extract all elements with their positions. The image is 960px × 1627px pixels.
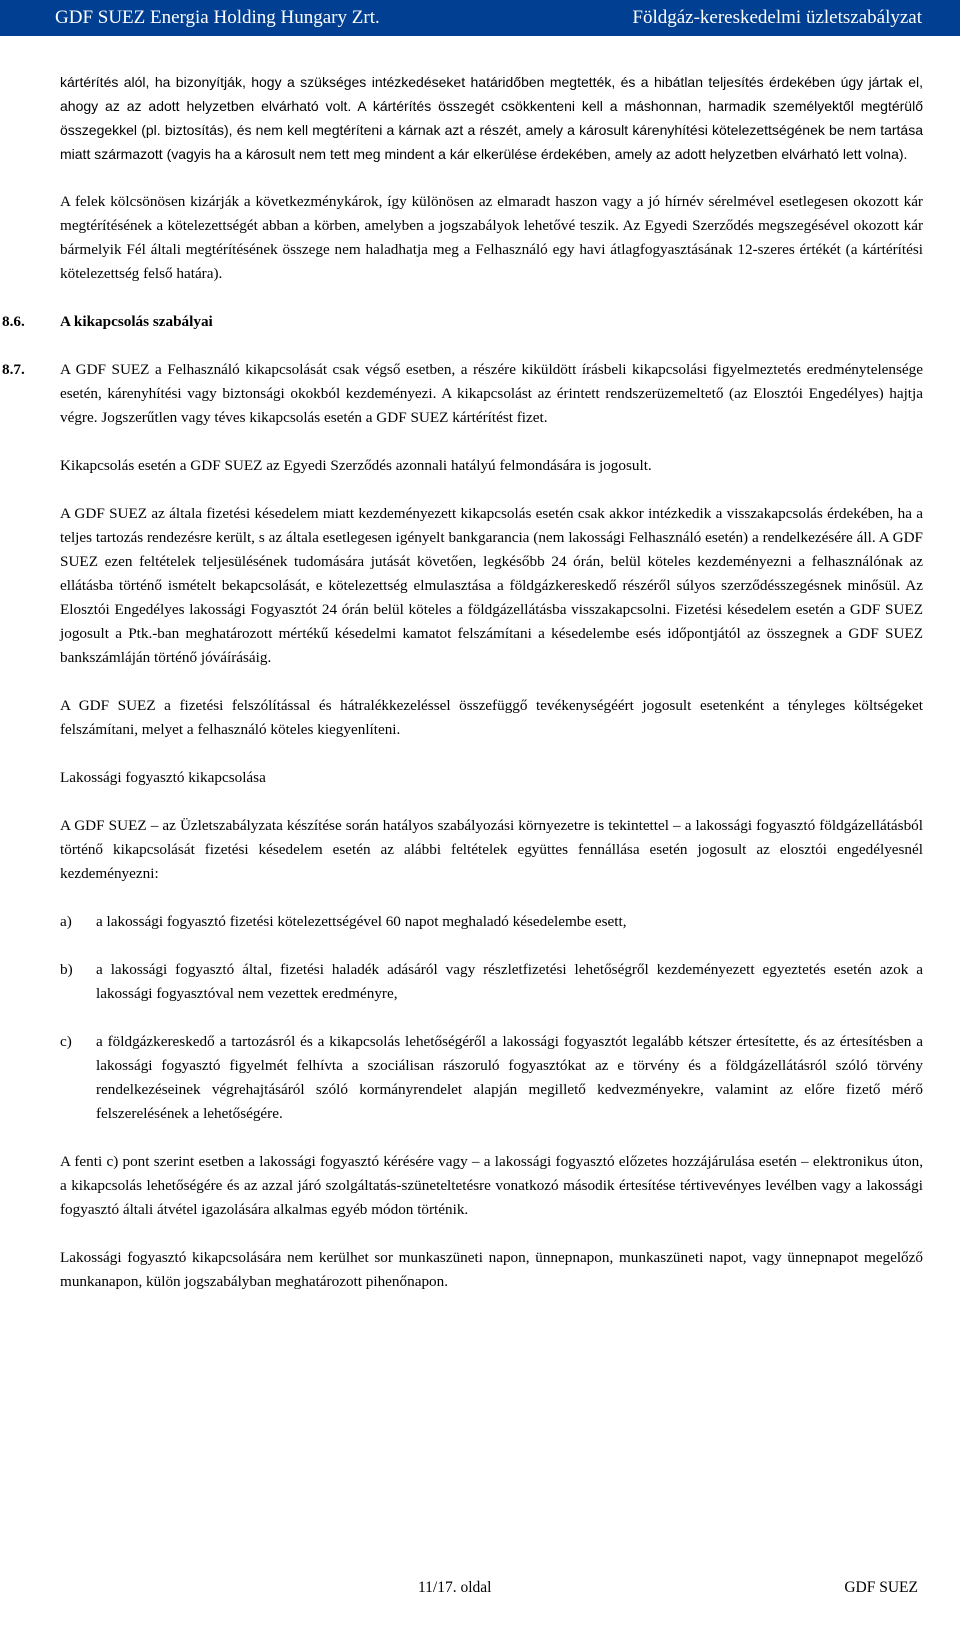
list-item-text: a lakossági fogyasztó által, fizetési haladék adásáról vagy részletfizetési lehetőségről kezdeményezett egyeztetés esetén azok a lakossági fogyasztóval nem vezettek eredményre, [96,961,923,1002]
document-body [2,70,923,1318]
list-marker: b) [60,961,73,978]
section-8-6 [2,310,923,334]
page-number: 11/17. oldal [418,1579,492,1596]
paragraph-reconnection: A GDF SUEZ az általa fizetési késedelem miatt kezdeményezett kikapcsolás esetén csak akkor intézkedik a visszakapcsolás érdekében, ha a teljes tartozás rendezésre került, s az általa esetlegesen igényelt bankgarancia (nem lakossági Felhasználó esetén) a rendelkezésére áll. A GDF SUEZ ezen feltételek teljesülésének tudomására jutását követően, legkésőbb 24 órán, belül köteles kezdeményezni a felhasználónak az ellátásba történő ismételt bekapcsolását, e kötelezettség elmulasztása a földgázkereskedő részéről súlyos szerződésszegésnek minősül. Az Elosztói Engedélyes lakossági Fogyasztót 24 órán belül köteles a földgázellátásba visszakapcsolni. Fizetési késedelem esetén a GDF SUEZ jogosult a Ptk.-ban meghatározott mértékű késedelmi kamatot felszámítani a késedelembe esés időpontjától az összegnek a GDF SUEZ bankszámláján történő jóváírásáig. [60,505,923,666]
paragraph-residential-conditions: A GDF SUEZ – az Üzletszabályzata készítése során hatályos szabályozási környezetre is tekintettel – a lakossági fogyasztó földgázellátásból történő kikapcsolását fizetési késedelem esetén az alábbi feltételek együttes fennállása esetén jogosult az elosztói engedélyesnél kezdeményezni: [60,817,923,882]
list-item [60,958,923,1006]
section-number: 8.6. [2,313,25,330]
list-item-text: a földgázkereskedő a tartozásról és a kikapcsolás lehetőségéről a lakossági fogyasztót legalább kétszer értesítette, és az értesítésben a lakossági fogyasztó figyelmét felhívta a szociálisan rászoruló fogyasztókat az e törvény és a földgázellátásról szóló törvény rendelkezéseinek végrehajtásáról szóló kormányrendelet alapján megillető kedvezményekre, valamint az előre fizető mérő felszerelésének a lehetőségére. [96,1033,923,1122]
footer-brand: GDF SUEZ [844,1579,918,1596]
list-marker: a) [60,913,72,930]
paragraph-consequential-damages: A felek kölcsönösen kizárják a következménykárok, így különösen az elmaradt haszon vagy a jó hírnév sérelmével esetlegesen okozott kár megtérítésének a kötelezettségét abban a körben, amelyben a jogszabályok lehetővé teszik. Az Egyedi Szerződés megszegésével okozott kár bármelyik Fél általi megtérítésének összege nem haladhatja meg a Felhasználó egy havi átlagfogyasztásának 12-szeres értékét (a kártérítési kötelezettség felső határa). [60,193,923,282]
section-number: 8.7. [2,361,25,378]
page-header [0,0,960,36]
list-item-text: a lakossági fogyasztó fizetési kötelezettségével 60 napot meghaladó késedelembe esett, [96,913,627,930]
list-item [60,1030,923,1126]
list-marker: c) [60,1033,72,1050]
paragraph-second-notice: A fenti c) pont szerint esetben a lakossági fogyasztó kérésére vagy – a lakossági fogyasztó előzetes hozzájárulása esetén – elektronikus úton, a kikapcsolás lehetőségére és az azzal járó szolgáltatás-szüneteltetésre vonatkozó második értesítése tértivevényes levélben vagy a lakossági fogyasztó általi átvétel igazolására alkalmas egyéb módon történik. [60,1153,923,1218]
list-item [60,910,923,934]
paragraph-termination-right: Kikapcsolás esetén a GDF SUEZ az Egyedi Szerződés azonnali hatályú felmondására is jogosult. [60,457,652,474]
section-8-7 [2,358,923,430]
header-document-title: Földgáz-kereskedelmi üzletszabályzat [632,7,922,28]
section-text: A GDF SUEZ a Felhasználó kikapcsolását csak végső esetben, a részére kiküldött írásbeli kikapcsolási figyelmeztetés eredménytelensége esetén, kárenyhítési vagy biztonsági okokból kezdeményezi. A kikapcsolást az érintett rendszerüzemeltető (az Elosztói Engedélyes) hajtja végre. Jogszerűtlen vagy téves kikapcsolás esetén a GDF SUEZ kártérítést fizet. [60,361,923,426]
paragraph-damages-exemption: kártérítés alól, ha bizonyítják, hogy a szükséges intézkedéseket határidőben megtették, és a hibátlan teljesítés érdekében úgy jártak el, ahogy az az adott helyzetben elvárható volt. A kártérítés összegét csökkenteni kell a máshonnan, harmadik személyektől megtérülő összegekkel (pl. biztosítás), és nem kell megtéríteni a kárnak azt a részét, amely a károsult kárenyhítési kötelezettségének be nem tartása miatt származott (vagyis ha a károsult nem tett meg mindent a kár elkerülése érdekében, amely az adott helyzetben elvárható lett volna). [60,74,923,162]
paragraph-no-disconnection-days: Lakossági fogyasztó kikapcsolására nem kerülhet sor munkaszüneti napon, ünnepnapon, munkaszüneti napot, vagy ünnepnapot megelőző munkanapon, külön jogszabályban meghatározott pihenőnapon. [60,1249,923,1290]
header-company: GDF SUEZ Energia Holding Hungary Zrt. [55,7,380,28]
section-title: A kikapcsolás szabályai [60,313,213,330]
paragraph-residential-disconnection-heading: Lakossági fogyasztó kikapcsolása [60,769,266,786]
paragraph-collection-costs: A GDF SUEZ a fizetési felszólítással és hátralékkezeléssel összefüggő tevékenységéért jogosult esetenként a tényleges költségeket felszámítani, melyet a felhasználó köteles kiegyenlíteni. [60,697,923,738]
